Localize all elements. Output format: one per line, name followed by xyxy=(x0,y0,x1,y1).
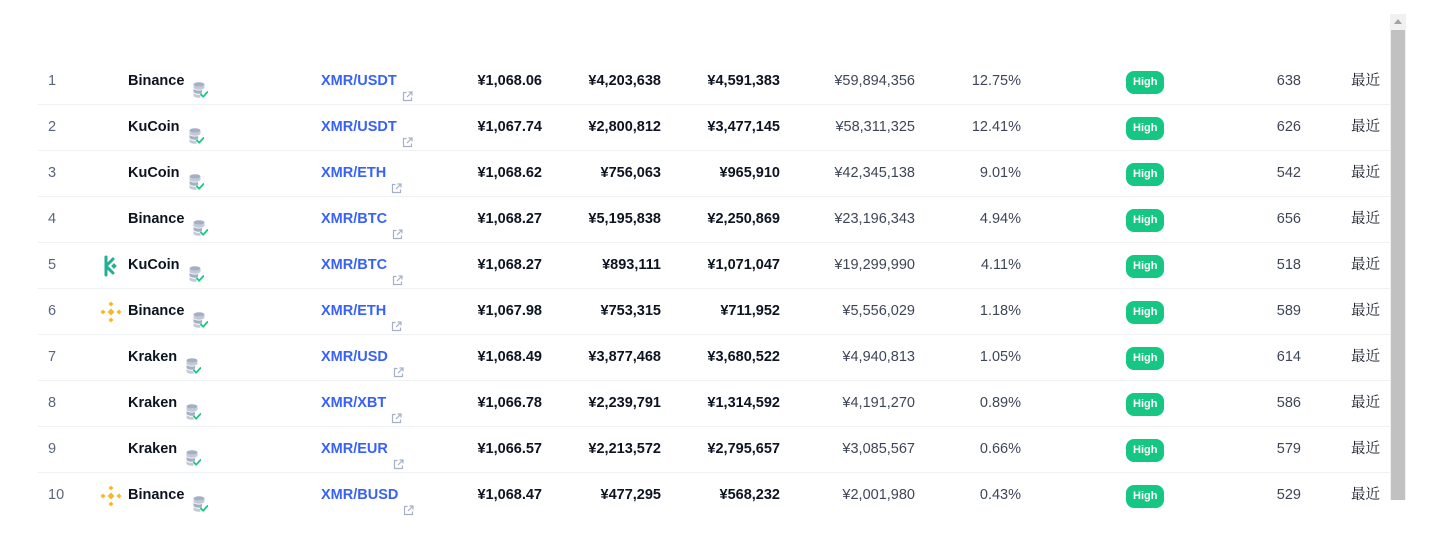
confidence-cell xyxy=(1126,254,1164,277)
confidence-badge: High xyxy=(1126,301,1164,324)
market-pair-link[interactable] xyxy=(321,335,404,380)
binance-logo-icon xyxy=(100,301,122,323)
external-link-icon[interactable] xyxy=(391,168,402,179)
depth-minus-2-cell: ¥1,314,592 xyxy=(707,395,780,411)
updated-cell: 最近 xyxy=(1351,73,1380,89)
price-cell: ¥1,066.78 xyxy=(477,395,542,411)
confidence-cell xyxy=(1126,438,1164,461)
rank-number: 8 xyxy=(48,395,57,411)
price-cell: ¥1,067.74 xyxy=(477,119,542,135)
pair-label[interactable]: XMR/USDT xyxy=(321,119,397,135)
updated-cell: 最近 xyxy=(1351,303,1380,319)
exchange-cell[interactable] xyxy=(128,243,204,288)
exchange-name[interactable]: Binance xyxy=(128,303,185,319)
volume-cell: ¥4,191,270 xyxy=(842,395,915,411)
vertical-scrollbar[interactable] xyxy=(1390,14,1406,500)
volume-percent-cell: 1.18% xyxy=(979,303,1021,319)
table-row xyxy=(38,59,1390,105)
table-row xyxy=(38,289,1390,335)
price-cell: ¥1,068.06 xyxy=(477,73,542,89)
exchange-cell[interactable] xyxy=(128,473,208,518)
volume-percent-cell: 4.94% xyxy=(979,211,1021,227)
volume-percent-cell: 9.01% xyxy=(979,165,1021,181)
confidence-cell xyxy=(1126,116,1164,139)
rank-number: 4 xyxy=(48,211,57,227)
external-link-icon[interactable] xyxy=(392,260,403,271)
exchange-name[interactable]: Kraken xyxy=(128,441,178,457)
price-cell: ¥1,068.47 xyxy=(477,487,542,503)
volume-cell: ¥5,556,029 xyxy=(842,303,915,319)
exchange-name[interactable]: KuCoin xyxy=(128,165,180,181)
updated-cell: 最近 xyxy=(1351,349,1380,365)
depth-plus-2-cell: ¥4,203,638 xyxy=(588,73,661,89)
volume-cell: ¥19,299,990 xyxy=(834,257,915,273)
rank-number: 3 xyxy=(48,165,57,181)
verified-database-icon xyxy=(188,257,204,275)
price-cell: ¥1,068.62 xyxy=(477,165,542,181)
pair-label[interactable]: XMR/ETH xyxy=(321,165,387,181)
depth-plus-2-cell: ¥2,800,812 xyxy=(588,119,661,135)
rank-number: 2 xyxy=(48,119,57,135)
liquidity-score-cell: 518 xyxy=(1276,257,1301,273)
table-row xyxy=(38,381,1390,427)
volume-cell: ¥3,085,567 xyxy=(842,441,915,457)
exchange-name[interactable]: Binance xyxy=(128,211,185,227)
confidence-badge: High xyxy=(1126,393,1164,416)
exchange-cell[interactable] xyxy=(128,381,201,426)
confidence-badge: High xyxy=(1126,209,1164,232)
updated-cell: 最近 xyxy=(1351,119,1380,135)
kucoin-logo-icon xyxy=(100,255,122,277)
liquidity-score-cell: 589 xyxy=(1276,303,1301,319)
verified-database-icon xyxy=(188,119,204,137)
external-link-icon[interactable] xyxy=(393,352,404,363)
external-link-icon[interactable] xyxy=(402,122,413,133)
scroll-up-arrow-icon[interactable] xyxy=(1390,14,1406,30)
price-cell: ¥1,068.49 xyxy=(477,349,542,365)
market-pair-link[interactable] xyxy=(321,151,402,196)
confidence-cell xyxy=(1126,162,1164,185)
pair-label[interactable]: XMR/ETH xyxy=(321,303,387,319)
volume-cell: ¥58,311,325 xyxy=(835,119,915,135)
exchange-name[interactable]: KuCoin xyxy=(128,257,180,273)
confidence-badge: High xyxy=(1126,117,1164,140)
external-link-icon[interactable] xyxy=(393,444,404,455)
depth-plus-2-cell: ¥756,063 xyxy=(600,165,661,181)
depth-minus-2-cell: ¥1,071,047 xyxy=(707,257,780,273)
depth-minus-2-cell: ¥965,910 xyxy=(719,165,780,181)
confidence-badge: High xyxy=(1126,71,1164,94)
confidence-cell xyxy=(1126,346,1164,369)
confidence-badge: High xyxy=(1126,347,1164,370)
verified-database-icon xyxy=(185,395,201,413)
exchange-name[interactable]: Binance xyxy=(128,73,185,89)
liquidity-score-cell: 529 xyxy=(1276,487,1301,503)
confidence-badge: High xyxy=(1126,439,1164,462)
depth-minus-2-cell: ¥3,477,145 xyxy=(707,119,780,135)
exchange-name[interactable]: KuCoin xyxy=(128,119,180,135)
updated-cell: 最近 xyxy=(1351,257,1380,273)
confidence-cell xyxy=(1126,484,1164,507)
binance-logo-icon xyxy=(100,485,122,507)
confidence-cell xyxy=(1126,392,1164,415)
updated-cell: 最近 xyxy=(1351,211,1380,227)
exchange-logo xyxy=(100,393,122,415)
depth-minus-2-cell: ¥4,591,383 xyxy=(707,73,780,89)
exchange-name[interactable]: Kraken xyxy=(128,349,178,365)
pair-label[interactable]: XMR/BTC xyxy=(321,257,388,273)
volume-percent-cell: 1.05% xyxy=(979,349,1021,365)
exchange-cell[interactable] xyxy=(128,335,201,380)
volume-percent-cell: 12.41% xyxy=(971,119,1021,135)
volume-percent-cell: 4.11% xyxy=(980,257,1021,273)
depth-minus-2-cell: ¥711,952 xyxy=(720,303,780,319)
exchange-name[interactable]: Binance xyxy=(128,487,185,503)
volume-percent-cell: 0.43% xyxy=(979,487,1021,503)
market-pair-link[interactable] xyxy=(321,381,402,426)
depth-plus-2-cell: ¥893,111 xyxy=(602,257,661,273)
volume-cell: ¥4,940,813 xyxy=(842,349,915,365)
volume-cell: ¥42,345,138 xyxy=(834,165,915,181)
confidence-badge: High xyxy=(1126,255,1164,278)
pair-label[interactable]: XMR/XBT xyxy=(321,395,387,411)
table-row xyxy=(38,151,1390,197)
confidence-cell xyxy=(1126,300,1164,323)
depth-plus-2-cell: ¥477,295 xyxy=(600,487,661,503)
exchange-logo xyxy=(100,439,122,461)
updated-cell: 最近 xyxy=(1351,395,1380,411)
volume-percent-cell: 0.89% xyxy=(979,395,1021,411)
updated-cell: 最近 xyxy=(1351,487,1380,503)
market-pair-link[interactable] xyxy=(321,59,413,104)
table-row xyxy=(38,335,1390,381)
market-pair-link[interactable] xyxy=(321,289,402,334)
updated-cell: 最近 xyxy=(1351,441,1380,457)
exchange-logo xyxy=(100,347,122,369)
market-pair-link[interactable] xyxy=(321,105,413,150)
depth-minus-2-cell: ¥568,232 xyxy=(719,487,780,503)
verified-database-icon xyxy=(188,165,204,183)
table-row xyxy=(38,197,1390,243)
rank-number: 7 xyxy=(48,349,57,365)
liquidity-score-cell: 656 xyxy=(1276,211,1301,227)
verified-database-icon xyxy=(192,211,208,229)
scrollbar-thumb[interactable] xyxy=(1391,30,1405,500)
exchange-logo xyxy=(100,209,122,231)
rank-number: 5 xyxy=(48,257,57,273)
confidence-badge: High xyxy=(1126,485,1164,508)
price-cell: ¥1,068.27 xyxy=(477,211,542,227)
rank-number: 6 xyxy=(48,303,57,319)
volume-percent-cell: 0.66% xyxy=(979,441,1021,457)
exchange-cell[interactable] xyxy=(128,427,201,472)
depth-minus-2-cell: ¥2,795,657 xyxy=(707,441,780,457)
depth-plus-2-cell: ¥3,877,468 xyxy=(588,349,661,365)
exchange-cell[interactable] xyxy=(128,105,204,150)
verified-database-icon xyxy=(192,73,208,91)
price-cell: ¥1,068.27 xyxy=(477,257,542,273)
verified-database-icon xyxy=(192,487,208,505)
pair-label[interactable]: XMR/BUSD xyxy=(321,487,399,503)
exchange-cell[interactable] xyxy=(128,59,208,104)
depth-plus-2-cell: ¥2,239,791 xyxy=(588,395,661,411)
market-pair-link[interactable] xyxy=(321,473,414,518)
liquidity-score-cell: 542 xyxy=(1276,165,1301,181)
liquidity-score-cell: 586 xyxy=(1276,395,1301,411)
rank-number: 1 xyxy=(48,73,57,89)
confidence-cell xyxy=(1126,208,1164,231)
market-pair-link[interactable] xyxy=(321,427,404,472)
liquidity-score-cell: 626 xyxy=(1276,119,1301,135)
exchange-cell[interactable] xyxy=(128,151,204,196)
table-row xyxy=(38,427,1390,473)
confidence-badge: High xyxy=(1126,163,1164,186)
liquidity-score-cell: 614 xyxy=(1276,349,1301,365)
liquidity-score-cell: 579 xyxy=(1276,441,1301,457)
exchange-logo xyxy=(100,71,122,93)
verified-database-icon xyxy=(185,441,201,459)
table-row xyxy=(38,105,1390,151)
price-cell: ¥1,067.98 xyxy=(477,303,542,319)
depth-minus-2-cell: ¥3,680,522 xyxy=(707,349,780,365)
exchange-cell[interactable] xyxy=(128,289,208,334)
depth-plus-2-cell: ¥753,315 xyxy=(600,303,661,319)
updated-cell: 最近 xyxy=(1351,165,1380,181)
external-link-icon[interactable] xyxy=(391,398,402,409)
depth-minus-2-cell: ¥2,250,869 xyxy=(707,211,780,227)
verified-database-icon xyxy=(192,303,208,321)
rank-number: 10 xyxy=(48,487,65,503)
external-link-icon[interactable] xyxy=(391,306,402,317)
external-link-icon[interactable] xyxy=(403,490,414,501)
table-row xyxy=(38,473,1390,518)
depth-plus-2-cell: ¥5,195,838 xyxy=(588,211,661,227)
verified-database-icon xyxy=(185,349,201,367)
exchange-name[interactable]: Kraken xyxy=(128,395,178,411)
volume-cell: ¥59,894,356 xyxy=(834,73,915,89)
exchange-cell[interactable] xyxy=(128,197,208,242)
price-cell: ¥1,066.57 xyxy=(477,441,542,457)
exchange-logo xyxy=(100,117,122,139)
external-link-icon[interactable] xyxy=(402,76,413,87)
pair-label[interactable]: XMR/EUR xyxy=(321,441,388,457)
rank-number: 9 xyxy=(48,441,57,457)
pair-label[interactable]: XMR/USDT xyxy=(321,73,397,89)
markets-table xyxy=(38,59,1390,518)
market-pair-link[interactable] xyxy=(321,243,403,288)
pair-label[interactable]: XMR/BTC xyxy=(321,211,388,227)
pair-label[interactable]: XMR/USD xyxy=(321,349,388,365)
volume-percent-cell: 12.75% xyxy=(971,73,1021,89)
depth-plus-2-cell: ¥2,213,572 xyxy=(588,441,661,457)
volume-cell: ¥23,196,343 xyxy=(834,211,915,227)
external-link-icon[interactable] xyxy=(392,214,403,225)
exchange-logo xyxy=(100,163,122,185)
table-row xyxy=(38,243,1390,289)
liquidity-score-cell: 638 xyxy=(1276,73,1301,89)
confidence-cell xyxy=(1126,70,1164,93)
market-pair-link[interactable] xyxy=(321,197,403,242)
volume-cell: ¥2,001,980 xyxy=(842,487,915,503)
